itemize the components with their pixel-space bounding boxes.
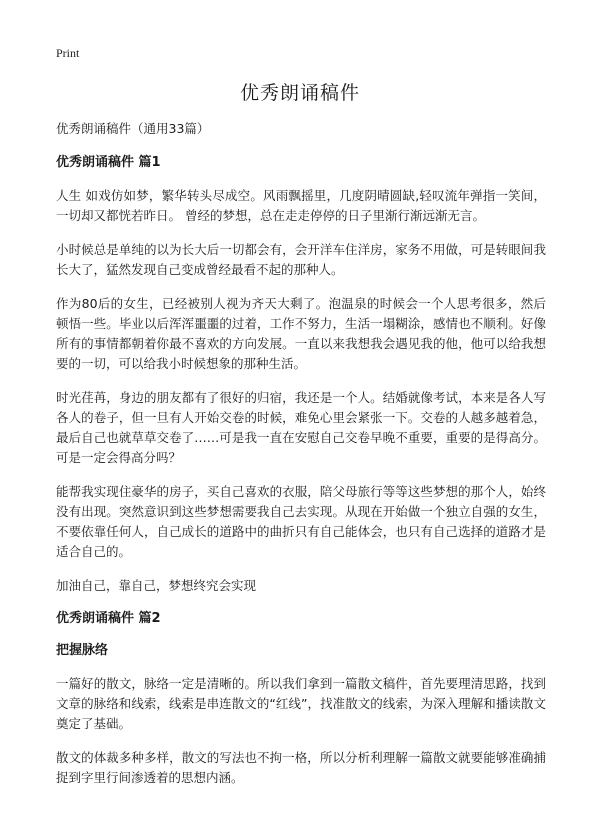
paragraph: 能帮我实现住豪华的房子，买自己喜欢的衣服，陪父母旅行等等这些梦想的那个人，始终没有出现。突然意识到这些梦想需要我自己去实现。从现在开始做一个独立自强的女生，不要依靠任何人，自己成长的道路中的曲折只有自己能体会，也只有自己选择的道路才是适合自己的。 bbox=[56, 484, 546, 559]
section-heading-1: 优秀朗诵稿件 篇1 bbox=[56, 155, 161, 170]
paragraph: 作为80后的女生，已经被别人视为齐天大剩了。泡温泉的时候会一个人思考很多，然后顿悟一些。毕业以后浑浑噩噩的过着，工作不努力，生活一塌糊涂，感情也不顺利。好像所有的事情都朝着你最不喜欢的方向发展。一直以来我想我会遇见我的他，他可以给我想要的一切，可以给我小时候想象的那种生活。 bbox=[56, 296, 546, 371]
paragraph: 散文的体裁多种多样，散文的写法也不拘一格，所以分析利理解一篇散文就要能够准确捕捉到字里行间渗透着的思想内涵。 bbox=[56, 750, 546, 785]
print-link[interactable]: Print bbox=[56, 46, 80, 60]
paragraph: 时光荏苒，身边的朋友都有了很好的归宿，我还是一个人。结婚就像考试，本来是各人写各人的卷子，但一旦有人开始交卷的时候，难免心里会紧张一下。交卷的人越多越着急，最后自己也就草草交卷了……可是我一直在安慰自己交卷早晚不重要，重要的是得高分。可是一定会得高分吗？ bbox=[56, 390, 546, 465]
document-body bbox=[56, 120, 546, 802]
paragraph: 人生 如戏仿如梦，繁华转头尽成空。风雨飘摇里，几度阴晴圆缺,轻叹流年弹指一笑间，一切却又都恍若昨日。 曾经的梦想，总在走走停停的日子里渐行渐远渐无言。 bbox=[56, 188, 546, 223]
section-heading-2: 优秀朗诵稿件 篇2 bbox=[56, 611, 161, 626]
paragraph: 小时候总是单纯的以为长大后一切都会有，会开洋车住洋房，家务不用做，可是转眼间我长大了，猛然发现自己变成曾经最看不起的那种人。 bbox=[56, 242, 546, 277]
section-subheading: 把握脉络 bbox=[56, 643, 109, 658]
document-subtitle: 优秀朗诵稿件（通用33篇） bbox=[56, 121, 210, 136]
paragraph: 加油自己，靠自己，梦想终究会实现 bbox=[56, 578, 257, 593]
paragraph: 一篇好的散文，脉络一定是清晰的。所以我们拿到一篇散文稿件，首先要理清思路，找到文章的脉络和线索，线索是串连散文的“红线”，找准散文的线索，为深入理解和播读散文奠定了基础。 bbox=[56, 676, 546, 731]
page-title: 优秀朗诵稿件 bbox=[239, 82, 360, 104]
